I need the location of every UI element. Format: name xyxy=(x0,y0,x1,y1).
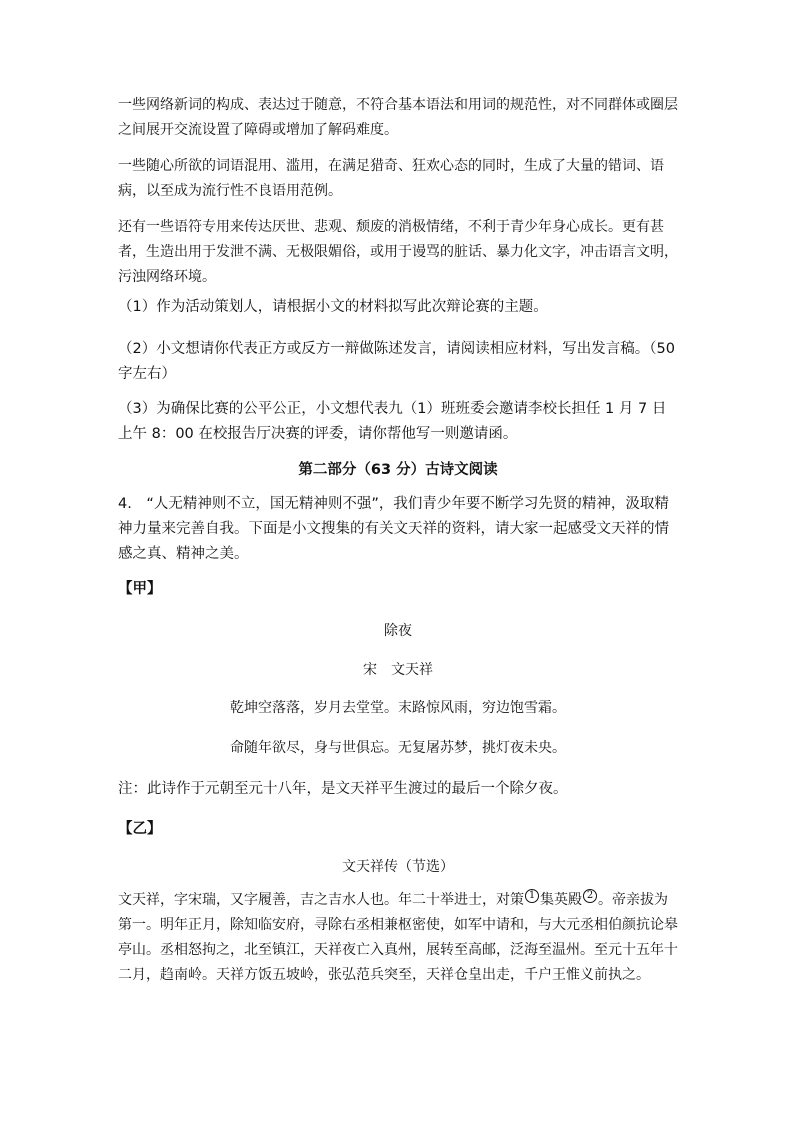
poem-author: 宋 文天祥 xyxy=(363,662,433,678)
poem-note: 注：此诗作于元朝至元十八年，是文天祥平生渡过的最后一个除夕夜。 xyxy=(118,781,568,797)
question-2: （2）小文想请你代表正方或反方一辩做陈述发言，请阅读相应材料，写出发言稿。（50字左右） xyxy=(118,341,675,382)
biography-text-part-3: 。帝亲拔为第一。明年正月，除知临安府，寻除右丞相兼枢密使，如军中请和，与大元丞相伯颜抗论皋亭山。丞相怒拘之，北至镇江，天祥夜亡入真州，展转至高邮，泛海至温州。至元十五年十二月，趋南岭。天祥方饭五坡岭，张弘范兵突至，天祥仓皇出走，千户王惟义前执之。 xyxy=(118,892,678,983)
paragraph-material-1: 一些网络新词的构成、表达过于随意，不符合基本语法和用词的规范性，对不同群体或圈层之间展开交流设置了障碍或增加了解码难度。 xyxy=(118,97,678,138)
paragraph-material-2: 一些随心所欲的词语混用、滥用，在满足猎奇、狂欢心态的同时，生成了大量的错词、语病，以至成为流行性不良语用范例。 xyxy=(118,158,664,199)
poem-line-2: 命随年欲尽，身与世俱忘。无复屠苏梦，挑灯夜未央。 xyxy=(230,740,566,756)
paragraph-material-3: 还有一些语符专用来传达厌世、悲观、颓废的消极情绪，不利于青少年身心成长。更有甚者，生造出用于发泄不满、无极限媚俗，或用于谩骂的脏话、暴力化文字，冲击语言文明，污浊网络环境。 xyxy=(118,219,678,285)
poem-title: 除夜 xyxy=(384,623,412,639)
biography-text xyxy=(118,888,678,988)
biography-title: 文天祥传（节选） xyxy=(342,859,454,875)
question-1: （1）作为活动策划人，请根据小文的材料拟写此次辩论赛的主题。 xyxy=(118,299,548,315)
label-yi: 【乙】 xyxy=(118,821,162,837)
question-3: （3）为确保比赛的公平公正，小文想代表九（1）班班委会邀请李校长担任 1 月 7 日上午 8：00 在校报告厅决赛的评委，请你帮他写一则邀请函。 xyxy=(118,401,667,442)
section-title: 第二部分（63 分）古诗文阅读 xyxy=(298,462,498,478)
poem-line-1: 乾坤空落落，岁月去堂堂。末路惊风雨，穷边饱雪霜。 xyxy=(230,700,566,716)
footnote-marker-2: 2 xyxy=(583,889,597,903)
biography-text-part-2: 集英殿 xyxy=(540,892,582,908)
footnote-marker-1: 1 xyxy=(525,889,539,903)
label-jia: 【甲】 xyxy=(118,581,162,597)
biography-text-part-1: 文天祥，字宋瑞，又字履善，吉之吉水人也。年二十举进士，对策 xyxy=(118,892,524,908)
question-4: 4. “人无精神则不立，国无精神则不强”，我们青少年要不断学习先贤的精神，汲取精神力量来完善自我。下面是小文搜集的有关文天祥的资料，请大家一起感受文天祥的情感之真、精神之美。 xyxy=(118,496,669,562)
